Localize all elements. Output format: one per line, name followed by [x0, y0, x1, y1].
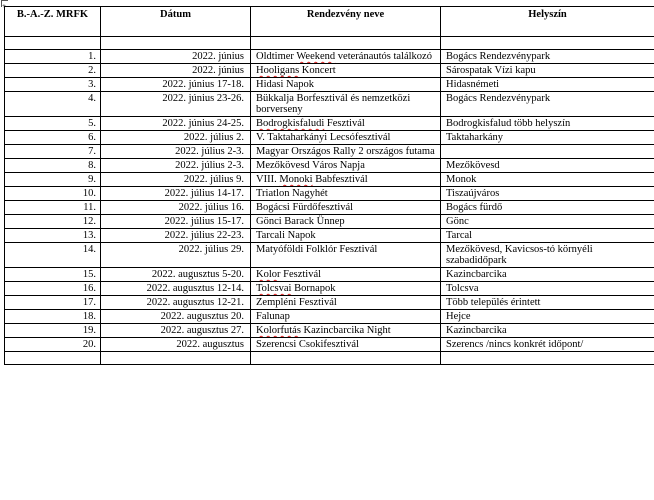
row-number: 17.	[5, 296, 101, 310]
row-date: 2022. június 23-26.	[101, 92, 251, 117]
row-event-name: Bodrogkisfaludi Fesztivál	[251, 117, 441, 131]
row-number: 18.	[5, 310, 101, 324]
row-date: 2022. június	[101, 50, 251, 64]
row-location: Tolcsva	[441, 282, 654, 296]
row-number: 11.	[5, 201, 101, 215]
row-date: 2022. augusztus 12-14.	[101, 282, 251, 296]
row-event-name: Matyóföldi Folklór Fesztivál	[251, 243, 441, 268]
row-location: Szerencs /nincs konkrét időpont/	[441, 338, 654, 352]
row-location: Bogács fürdő	[441, 201, 654, 215]
row-date: 2022. június	[101, 64, 251, 78]
row-date: 2022. július 14-17.	[101, 187, 251, 201]
row-event-name: Hooligans Koncert	[251, 64, 441, 78]
table-row	[5, 187, 654, 201]
row-location: Hejce	[441, 310, 654, 324]
table-row	[5, 78, 654, 92]
header-location: Helyszín	[441, 7, 654, 37]
row-number: 8.	[5, 159, 101, 173]
row-location: Monok	[441, 173, 654, 187]
row-event-name: Gönci Barack Ünnep	[251, 215, 441, 229]
table-row	[5, 145, 654, 159]
table-row	[5, 201, 654, 215]
table-row	[5, 131, 654, 145]
table-row	[5, 50, 654, 64]
row-event-name: Triatlon Nagyhét	[251, 187, 441, 201]
table-body	[5, 37, 654, 365]
row-location	[441, 145, 654, 159]
row-date: 2022. június 17-18.	[101, 78, 251, 92]
table-row	[5, 243, 654, 268]
header-date: Dátum	[101, 7, 251, 37]
row-event-name: Tarcali Napok	[251, 229, 441, 243]
row-event-name: Bogácsi Fürdőfesztivál	[251, 201, 441, 215]
table-row	[5, 117, 654, 131]
row-event-name: Falunap	[251, 310, 441, 324]
table-row-blank	[5, 352, 654, 365]
row-number: 4.	[5, 92, 101, 117]
table-row	[5, 282, 654, 296]
row-event-name: Bükkalja Borfesztivál és nemzetközi borverseny	[251, 92, 441, 117]
row-date: 2022. augusztus 5-20.	[101, 268, 251, 282]
row-location: Sárospatak Vízi kapu	[441, 64, 654, 78]
row-date: 2022. július 15-17.	[101, 215, 251, 229]
row-event-name: Magyar Országos Rally 2 országos futama	[251, 145, 441, 159]
header-event-name: Rendezvény neve	[251, 7, 441, 37]
row-event-name: Kolorfutás Kazincbarcika Night	[251, 324, 441, 338]
row-number: 15.	[5, 268, 101, 282]
table-row	[5, 92, 654, 117]
table-row	[5, 268, 654, 282]
table-row	[5, 159, 654, 173]
row-number: 6.	[5, 131, 101, 145]
row-number: 19.	[5, 324, 101, 338]
row-location: Mezőkövesd	[441, 159, 654, 173]
events-table	[4, 6, 654, 365]
row-location: Mezőkövesd, Kavicsos-tó környéli szabadidőpark	[441, 243, 654, 268]
row-number: 10.	[5, 187, 101, 201]
row-number: 20.	[5, 338, 101, 352]
table-row	[5, 338, 654, 352]
row-date: 2022. augusztus 20.	[101, 310, 251, 324]
row-number: 2.	[5, 64, 101, 78]
row-event-name: Zempléni Fesztivál	[251, 296, 441, 310]
row-date: 2022. július 9.	[101, 173, 251, 187]
row-event-name: V. Taktaharkányi Lecsófesztivál	[251, 131, 441, 145]
row-number: 7.	[5, 145, 101, 159]
row-event-name: Hidasi Napok	[251, 78, 441, 92]
row-event-name: VIII. Monoki Babfesztivál	[251, 173, 441, 187]
row-date: 2022. július 2-3.	[101, 145, 251, 159]
row-event-name: Kolor Fesztivál	[251, 268, 441, 282]
row-location: Kazincbarcika	[441, 324, 654, 338]
row-location: Tiszaújváros	[441, 187, 654, 201]
row-date: 2022. július 2.	[101, 131, 251, 145]
row-location: Hidasnémeti	[441, 78, 654, 92]
row-location: Taktaharkány	[441, 131, 654, 145]
row-location: Bogács Rendezvénypark	[441, 92, 654, 117]
table-row	[5, 229, 654, 243]
row-event-name: Oldtimer Weekend veteránautós találkozó	[251, 50, 441, 64]
row-date: 2022. július 22-23.	[101, 229, 251, 243]
row-number: 14.	[5, 243, 101, 268]
row-date: 2022. július 2-3.	[101, 159, 251, 173]
row-number: 16.	[5, 282, 101, 296]
table-row	[5, 310, 654, 324]
header-mrfk: B.-A.-Z. MRFK	[5, 7, 101, 37]
table-row	[5, 324, 654, 338]
row-location: Több település érintett	[441, 296, 654, 310]
row-location: Bodrogkisfalud több helyszín	[441, 117, 654, 131]
table-move-icon[interactable]: +	[2, 2, 6, 10]
table-row	[5, 64, 654, 78]
row-number: 1.	[5, 50, 101, 64]
row-event-name: Szerencsi Csokifesztivál	[251, 338, 441, 352]
row-number: 5.	[5, 117, 101, 131]
row-date: 2022. július 29.	[101, 243, 251, 268]
row-date: 2022. augusztus	[101, 338, 251, 352]
row-location: Gönc	[441, 215, 654, 229]
row-event-name: Tolcsvai Bornapok	[251, 282, 441, 296]
row-number: 12.	[5, 215, 101, 229]
row-event-name: Mezőkövesd Város Napja	[251, 159, 441, 173]
table-row	[5, 296, 654, 310]
table-row	[5, 173, 654, 187]
row-date: 2022. augusztus 27.	[101, 324, 251, 338]
row-date: 2022. június 24-25.	[101, 117, 251, 131]
row-date: 2022. augusztus 12-21.	[101, 296, 251, 310]
row-location: Bogács Rendezvénypark	[441, 50, 654, 64]
row-number: 3.	[5, 78, 101, 92]
row-location: Kazincbarcika	[441, 268, 654, 282]
table-row-blank	[5, 37, 654, 50]
row-location: Tarcal	[441, 229, 654, 243]
table-row	[5, 215, 654, 229]
row-number: 9.	[5, 173, 101, 187]
row-date: 2022. július 16.	[101, 201, 251, 215]
row-number: 13.	[5, 229, 101, 243]
table-header-row	[5, 7, 654, 37]
